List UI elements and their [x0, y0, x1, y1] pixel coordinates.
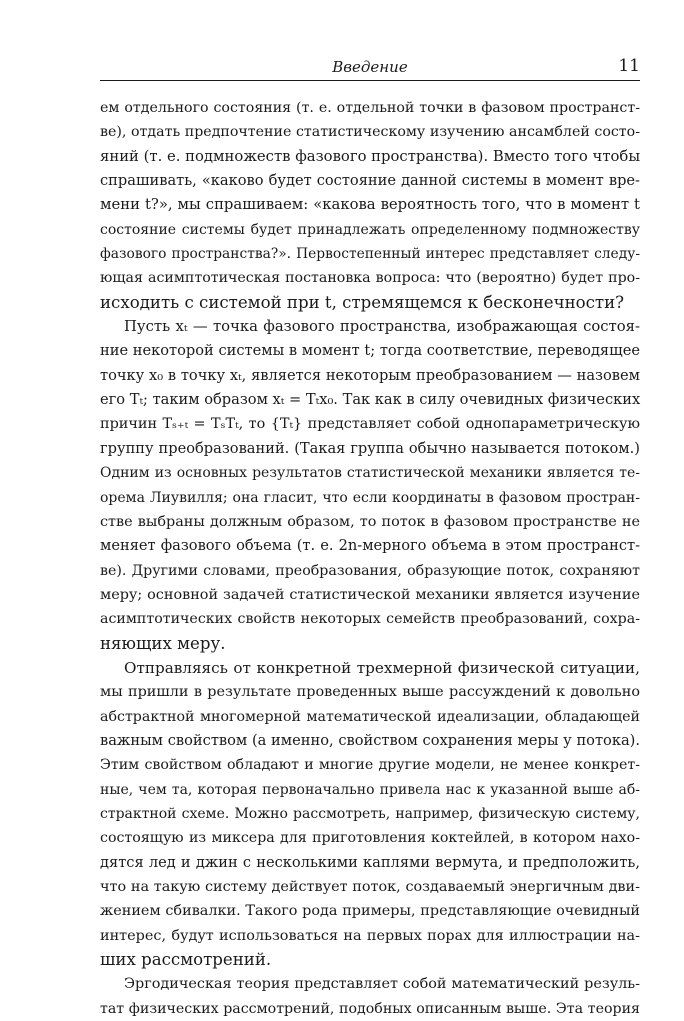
- paragraph: [100, 656, 640, 972]
- text-line: фазового пространства?». Первостепенный интерес представляет следу-: [100, 246, 640, 263]
- page-number: 11: [618, 56, 640, 76]
- text-line: мы пришли в результате проведенных выше рассуждений к довольно: [100, 684, 640, 701]
- text-line: жением сбивалки. Такого рода примеры, представляющие очевидный: [100, 903, 640, 920]
- text-line: ющая асимптотическая постановка вопроса: что (вероятно) будет про-: [100, 270, 640, 287]
- text-line: состоящую из миксера для приготовления коктейлей, в котором нахо-: [100, 830, 640, 847]
- text-line: ем отдельного состояния (т. е. отдельной точки в фазовом пространст-: [100, 100, 640, 116]
- text-line: его Tₜ; таким образом xₜ = Tₜx₀. Так как в силу очевидных физических: [100, 391, 641, 409]
- text-line: интерес, будут использоваться на первых порах для иллюстрации на-: [100, 927, 640, 944]
- text-line: няющих меру.: [100, 633, 226, 653]
- text-line: яний (т. е. подмножеств фазового пространства). Вместо того чтобы: [100, 147, 641, 165]
- paragraph: [100, 972, 640, 1021]
- text-line: орема Лиувилля; она гласит, что если координаты в фазовом простран-: [100, 489, 640, 506]
- text-line: мени t?», мы спрашиваем: «какова вероятность того, что в момент t: [100, 196, 640, 214]
- text-line: ные, чем та, которая первоначально привела нас к указанной выше аб-: [100, 781, 640, 798]
- text-line: ших рассмотрений.: [100, 950, 272, 970]
- paragraph: [100, 96, 640, 315]
- text-line: Эргодическая теория представляет собой математический резуль-: [124, 976, 640, 993]
- text-line: ние некоторой системы в момент t; тогда соответствие, переводящее: [100, 342, 640, 360]
- text-line: дятся лед и джин с несколькими каплями вермута, и предположить,: [100, 853, 640, 871]
- text-line: Одним из основных результатов статистической механики является те-: [100, 465, 640, 482]
- running-title: Введение: [332, 58, 408, 76]
- text-line: точку x₀ в точку xₜ, является некоторым преобразованием — назовем: [100, 366, 640, 384]
- text-line: Отправляясь от конкретной трехмерной физической ситуации,: [124, 658, 640, 677]
- text-line: страктной схеме. Можно рассмотреть, например, физическую систему,: [100, 805, 640, 822]
- page-header: [100, 56, 640, 81]
- text-line: спрашивать, «каково будет состояние данной системы в момент вре-: [100, 172, 640, 190]
- text-line: Пусть xₜ — точка фазового пространства, изображающая состоя-: [124, 318, 640, 336]
- body-text: [100, 96, 640, 1021]
- paragraph: [100, 315, 640, 656]
- text-line: асимптотических свойств некоторых семейств преобразований, сохра-: [100, 611, 640, 628]
- text-line: Этим свойством обладают и многие другие модели, не менее конкрет-: [100, 757, 640, 774]
- text-line: меру; основной задачей статистической механики является изучение: [100, 586, 640, 603]
- text-line: абстрактной многомерной математической идеализации, обладающей: [100, 708, 640, 725]
- text-line: что на такую систему действует поток, создаваемый энергичным дви-: [100, 879, 640, 895]
- text-line: состояние системы будет принадлежать определенному подмножеству: [100, 221, 640, 238]
- text-line: меняет фазового объема (т. е. 2n-мерного объема в этом пространст-: [100, 537, 640, 555]
- text-line: тат физических рассмотрений, подобных описанным выше. Эта теория: [100, 1000, 640, 1017]
- text-line: группу преобразований. (Такая группа обычно называется потоком.): [100, 439, 640, 457]
- text-line: исходить с системой при t, стремящемся к бесконечности?: [100, 292, 625, 312]
- text-line: важным свойством (а именно, свойством сохранения меры у потока).: [100, 731, 640, 749]
- text-line: ве), отдать предпочтение статистическому изучению ансамблей состо-: [100, 124, 640, 141]
- text-line: ве). Другими словами, преобразования, образующие поток, сохраняют: [100, 562, 640, 579]
- text-line: стве выбраны должным образом, то поток в фазовом пространстве не: [100, 513, 640, 530]
- text-line: причин Tₛ₊ₜ = TₛTₜ, то {Tₜ} представляет собой однопараметрическую: [100, 416, 640, 433]
